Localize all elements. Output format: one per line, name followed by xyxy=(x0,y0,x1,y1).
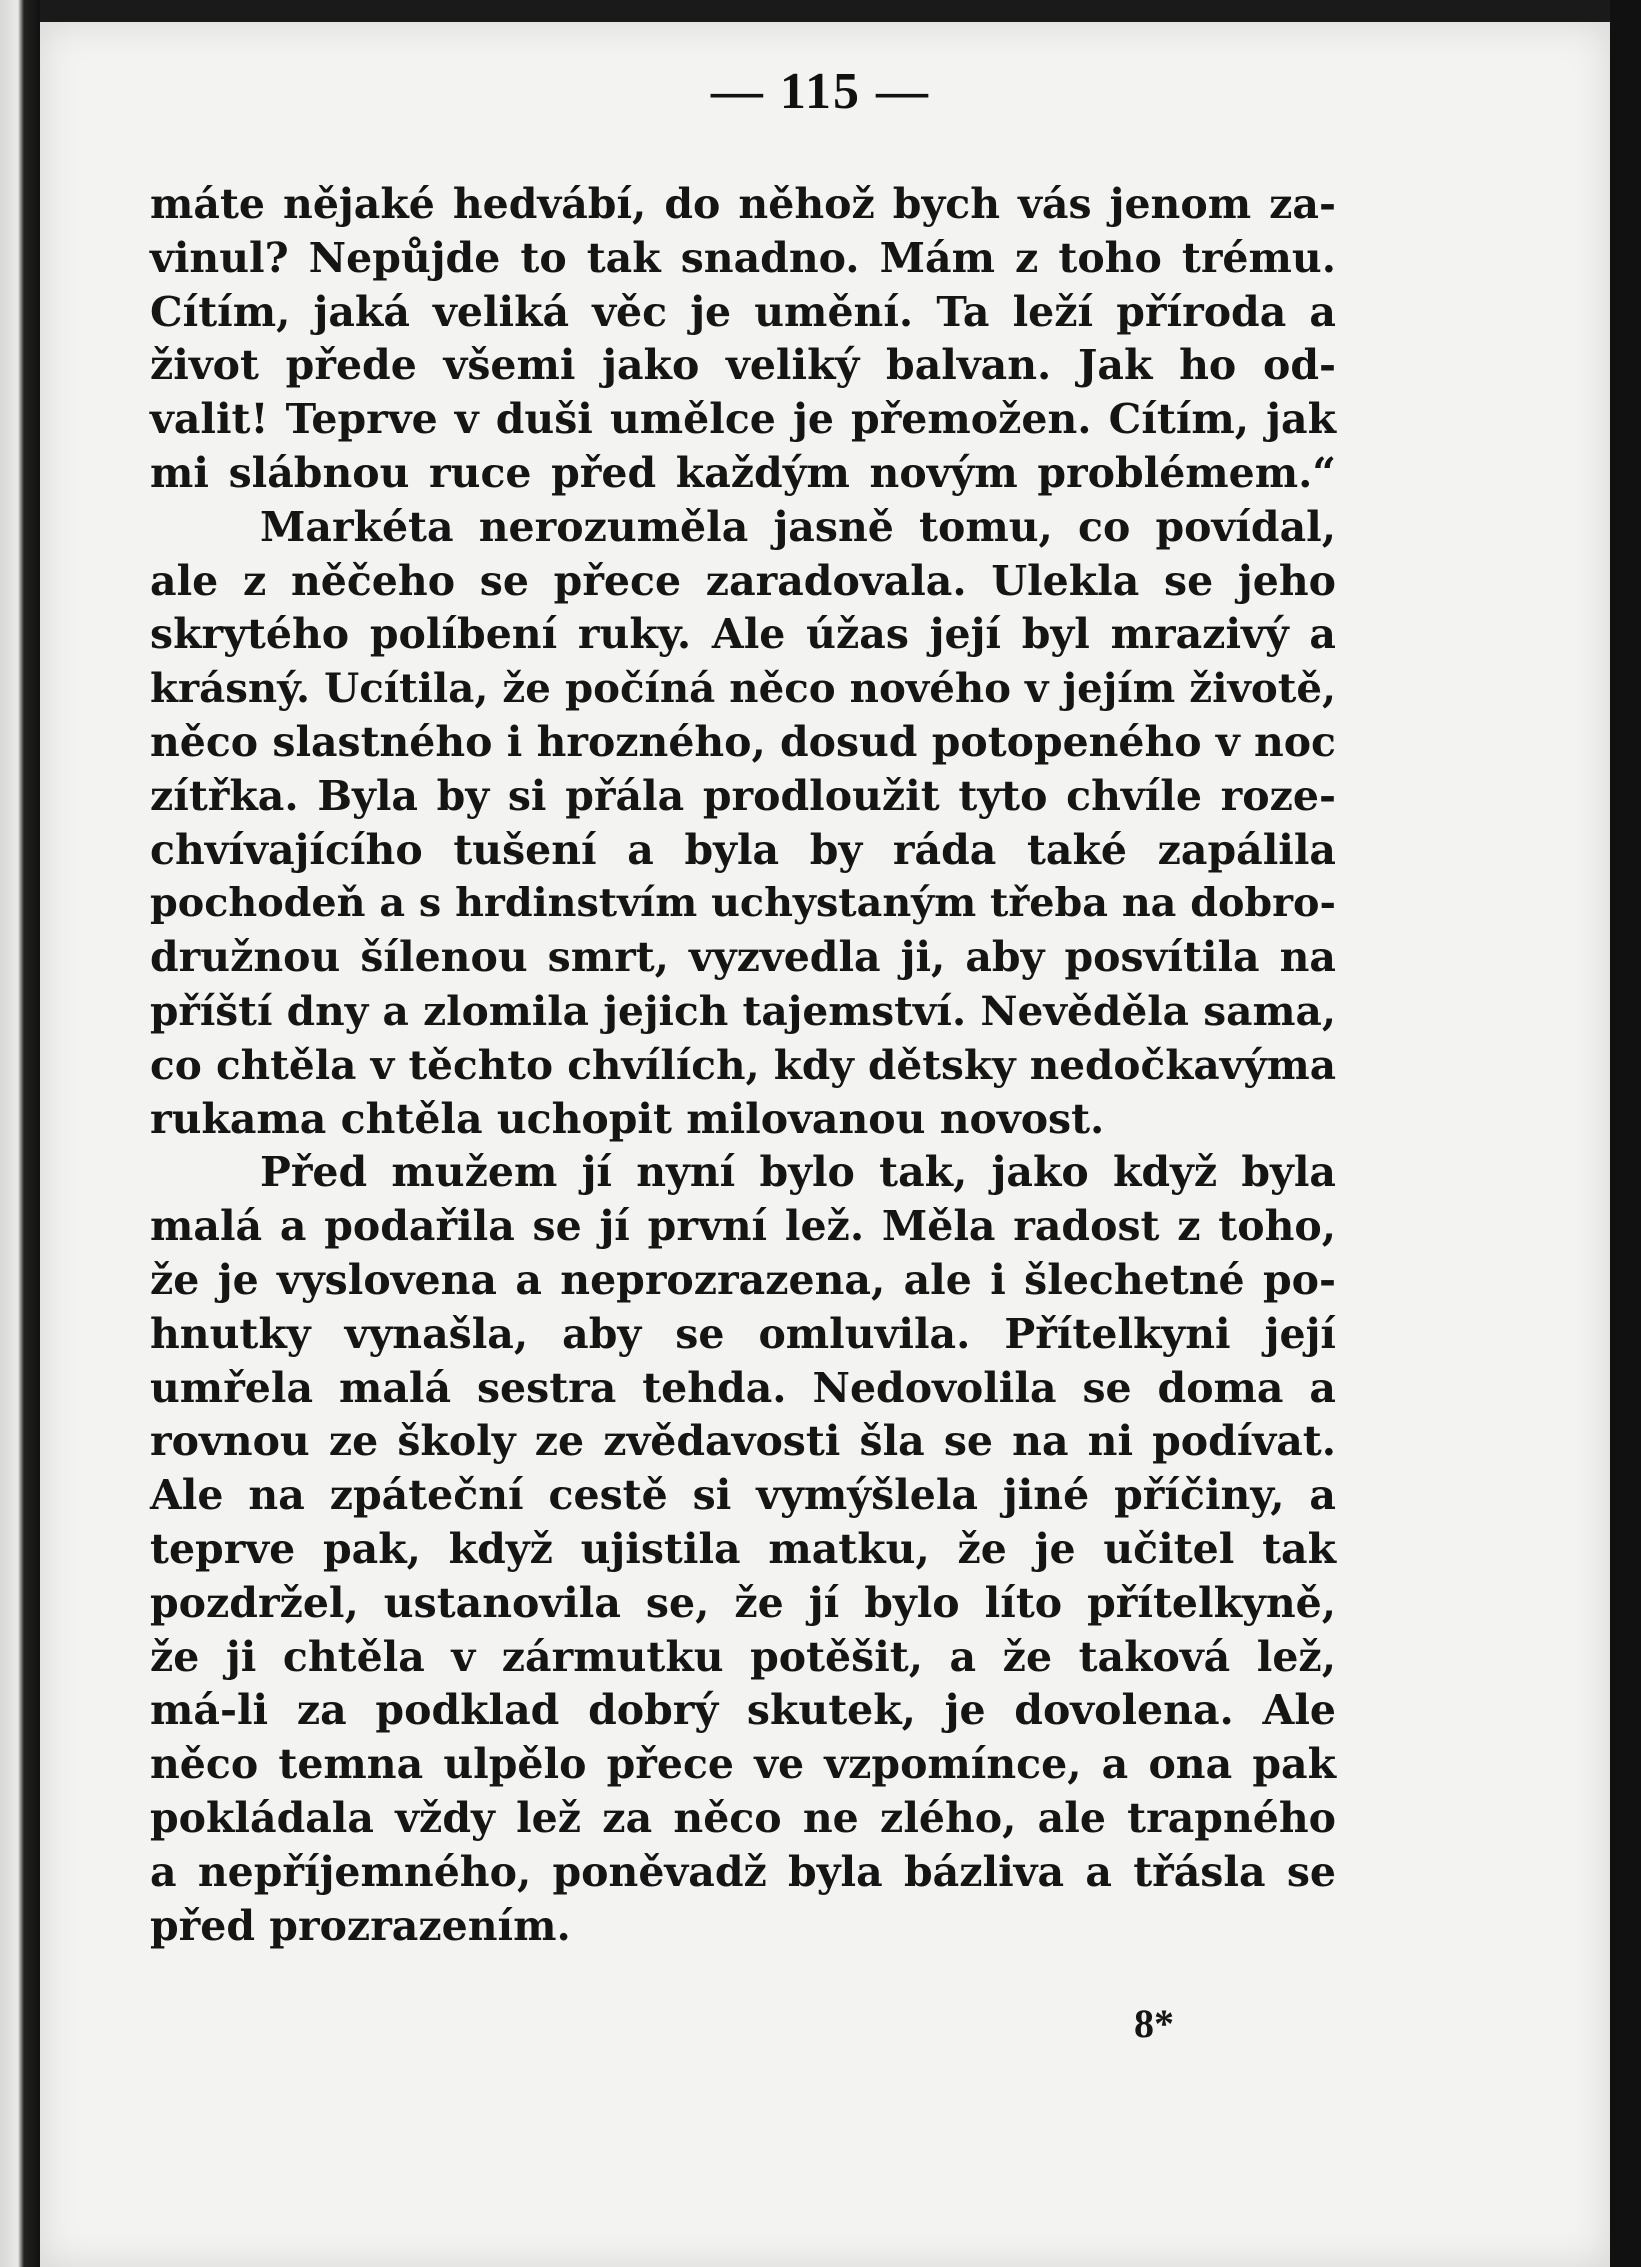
text-line: malá a podařila se jí první lež. Měla radost z toho, xyxy=(150,1202,1336,1251)
text-line: krásný. Ucítila, že počíná něco nového v jejím životě, xyxy=(150,664,1336,713)
text-line: hnutky vynašla, aby se omluvila. Přítelkyni její xyxy=(150,1309,1336,1358)
text-line: Cítím, jaká veliká věc je umění. Ta leží příroda a xyxy=(150,287,1336,336)
text-line: co chtěla v těchto chvílích, kdy dětsky nedočkavýma xyxy=(150,1040,1336,1089)
text-line: Ale na zpáteční cestě si vymýšlela jiné příčiny, a xyxy=(150,1471,1336,1520)
text-line: a nepříjemného, poněvadž byla bázliva a třásla se xyxy=(150,1847,1336,1896)
signature-mark: 8* xyxy=(1134,2001,1174,2046)
text-line: pozdržel, ustanovila se, že jí bylo líto přítelkyně, xyxy=(150,1578,1336,1627)
text-line: ale z něčeho se přece zaradovala. Ulekla se jeho xyxy=(150,556,1336,605)
page-edge-right xyxy=(1610,0,1641,2267)
text-line: rovnou ze školy ze zvědavosti šla se na ni podívat. xyxy=(150,1417,1336,1466)
text-line: vinul? Nepůjde to tak snadno. Mám z toho trému. xyxy=(150,233,1336,282)
text-line: před prozrazením. xyxy=(150,1901,571,1950)
text-line: že ji chtěla v zármutku potěšit, a že taková lež, xyxy=(150,1632,1336,1681)
text-line: život přede všemi jako veliký balvan. Jak ho od- xyxy=(150,341,1336,390)
text-line: chvívajícího tušení a byla by ráda také zapálila xyxy=(150,825,1336,874)
text-line: příští dny a zlomila jejich tajemství. Nevěděla sama, xyxy=(150,986,1336,1035)
text-line: něco temna ulpělo přece ve vzpomínce, a ona pak xyxy=(150,1740,1336,1789)
text-line: pochodeň a s hrdinstvím uchystaným třeba na dobro- xyxy=(150,880,1336,927)
text-line: něco slastného i hrozného, dosud potopeného v noc xyxy=(150,717,1336,766)
text-line: valit! Teprve v duši umělce je přemožen. Cítím, jak xyxy=(150,395,1336,444)
text-line: skrytého políbení ruky. Ale úžas její byl mrazivý a xyxy=(150,610,1336,659)
text-line: zítřka. Byla by si přála prodloužit tyto chvíle roze- xyxy=(150,771,1336,820)
text-line: rukama chtěla uchopit milovanou novost. xyxy=(150,1094,1105,1143)
text-line: pokládala vždy lež za něco ne zlého, ale trapného xyxy=(150,1793,1336,1842)
text-line: Markéta nerozuměla jasně tomu, co povídal, xyxy=(260,502,1336,551)
text-line: mi slábnou ruce před každým novým problémem.“ xyxy=(150,448,1336,497)
page-number-header: — 115 — xyxy=(710,63,931,120)
text-line: má-li za podklad dobrý skutek, je dovolena. Ale xyxy=(150,1686,1336,1735)
text-line: umřela malá sestra tehda. Nedovolila se doma a xyxy=(150,1363,1336,1412)
text-line: družnou šílenou smrt, vyzvedla ji, aby posvítila na xyxy=(150,933,1336,982)
page-gutter-left xyxy=(0,0,40,2267)
text-line: že je vyslovena a neprozrazena, ale i šlechetné po- xyxy=(150,1255,1336,1304)
text-line: teprve pak, když ujistila matku, že je učitel tak xyxy=(150,1524,1336,1573)
text-line: máte nějaké hedvábí, do něhož bych vás jenom za- xyxy=(150,180,1336,228)
body-text xyxy=(150,178,1336,1953)
text-line: Před mužem jí nyní bylo tak, jako když byla xyxy=(260,1148,1336,1197)
